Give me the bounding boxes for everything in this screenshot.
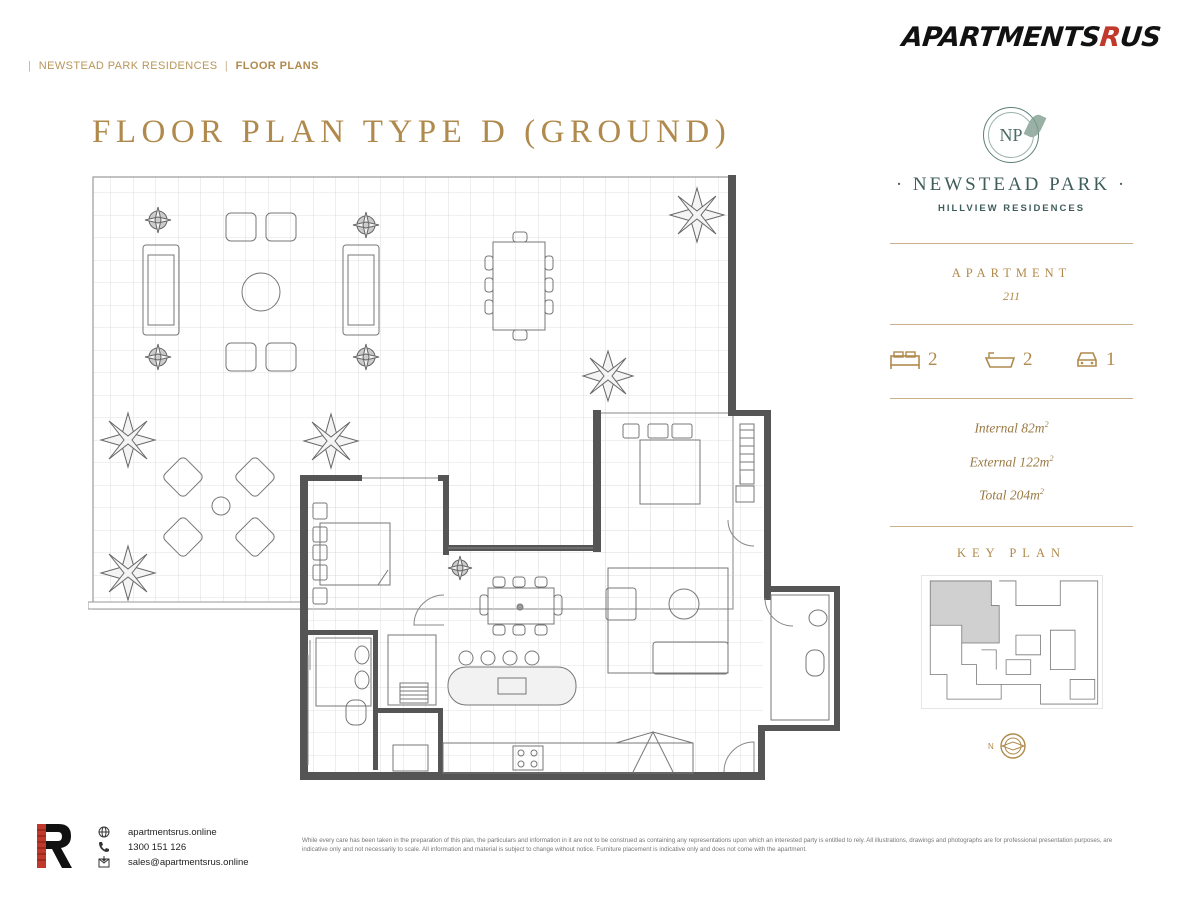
divider bbox=[890, 243, 1133, 244]
divider bbox=[890, 398, 1133, 399]
contact-website[interactable]: apartmentsrus.online bbox=[98, 826, 217, 838]
floor-plan-drawing bbox=[88, 170, 848, 790]
globe-icon bbox=[98, 826, 110, 838]
bathroom-count: 2 bbox=[985, 346, 1033, 374]
phone-icon bbox=[98, 841, 110, 853]
divider bbox=[890, 526, 1133, 527]
newstead-park-monogram: NP bbox=[983, 107, 1039, 163]
divider bbox=[890, 324, 1133, 325]
key-plan-map bbox=[921, 575, 1103, 709]
terrace-wall bbox=[728, 175, 736, 415]
interior-floor bbox=[303, 475, 763, 780]
compass-icon bbox=[999, 732, 1027, 760]
development-subtitle: HILLVIEW RESIDENCES bbox=[937, 203, 1086, 214]
breadcrumb: | NEWSTEAD PARK RESIDENCES | FLOOR PLANS bbox=[28, 60, 319, 72]
r-logo bbox=[33, 822, 75, 870]
internal-area: Internal $82m^2$ bbox=[974, 420, 1049, 436]
apartment-number: 211 bbox=[1002, 289, 1021, 303]
total-area: Total $204m^2$ bbox=[979, 487, 1044, 503]
contact-phone[interactable]: 1300 151 126 bbox=[98, 841, 186, 853]
external-area: External $122m^2$ bbox=[969, 454, 1054, 470]
development-name: · NEWSTEAD PARK · bbox=[895, 174, 1128, 195]
breadcrumb-development[interactable]: NEWSTEAD PARK RESIDENCES bbox=[38, 60, 218, 72]
bath-icon bbox=[985, 350, 1015, 370]
bedroom-count: 2 bbox=[890, 346, 938, 374]
apartments-r-us-logo: APARTMENTSRUS bbox=[900, 22, 1163, 53]
leaf-icon bbox=[1024, 112, 1047, 140]
mail-icon bbox=[98, 856, 110, 868]
breadcrumb-section[interactable]: FLOOR PLANS bbox=[235, 60, 319, 72]
page-title: FLOOR PLAN TYPE D (GROUND) bbox=[92, 114, 732, 150]
north-compass: N bbox=[988, 732, 1027, 760]
legal-disclaimer: While every care has been taken in the preparation of this plan, the particulars and information in it are not to be construed as containing any representations upon which an interested party is entitled to rely. All illustrations, drawings and photographs are for professional presentation purposes, are indicative only and not necessarily to scale. All information and material is subject to change without notice. Furniture placement is indicative only and does not come with the apartment. bbox=[302, 837, 1113, 853]
car-icon bbox=[1076, 350, 1098, 370]
bed-icon bbox=[890, 350, 920, 370]
key-plan-label: KEY PLAN bbox=[957, 546, 1066, 560]
contact-email[interactable]: sales@apartmentsrus.online bbox=[98, 856, 249, 868]
car-space-count: 1 bbox=[1076, 346, 1116, 374]
apartment-label: APARTMENT bbox=[951, 266, 1072, 280]
